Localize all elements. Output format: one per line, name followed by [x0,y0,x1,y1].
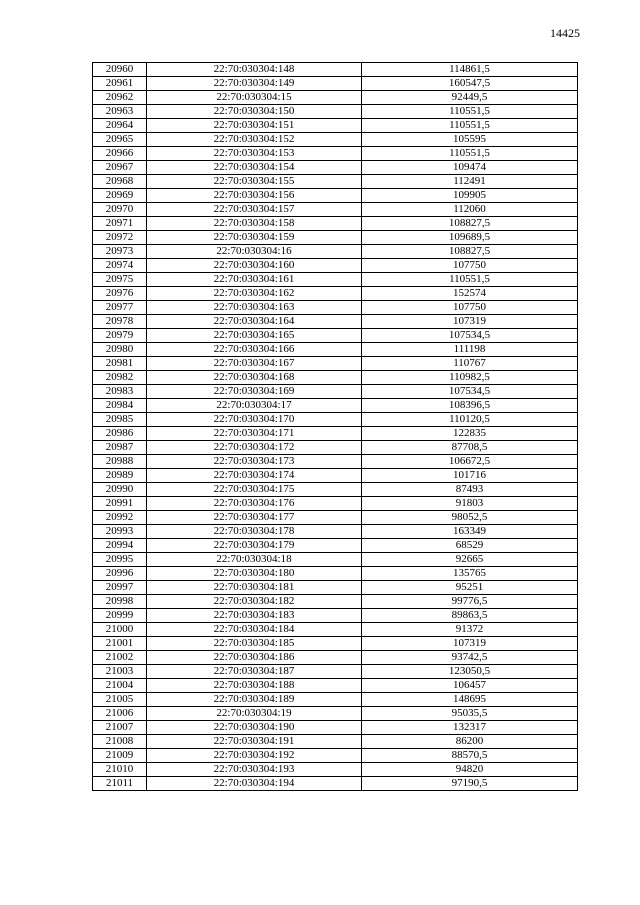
row-number-cell: 21009 [93,749,147,763]
row-number-cell: 20985 [93,413,147,427]
row-number-cell: 20974 [93,259,147,273]
row-number-cell: 20966 [93,147,147,161]
value-cell: 123050,5 [362,665,578,679]
cadastral-number-cell: 22:70:030304:169 [147,385,362,399]
value-cell: 108396,5 [362,399,578,413]
row-number-cell: 21007 [93,721,147,735]
table-row [93,693,578,707]
value-cell: 93742,5 [362,651,578,665]
table-row [93,259,578,273]
row-number-cell: 20981 [93,357,147,371]
table-row [93,735,578,749]
row-number-cell: 20993 [93,525,147,539]
row-number-cell: 20961 [93,77,147,91]
row-number-cell: 20983 [93,385,147,399]
row-number-cell: 20990 [93,483,147,497]
row-number-cell: 20999 [93,609,147,623]
value-cell: 110551,5 [362,147,578,161]
value-cell: 87493 [362,483,578,497]
cadastral-number-cell: 22:70:030304:19 [147,707,362,721]
value-cell: 109474 [362,161,578,175]
cadastral-number-cell: 22:70:030304:148 [147,63,362,77]
value-cell: 132317 [362,721,578,735]
row-number-cell: 21003 [93,665,147,679]
cadastral-number-cell: 22:70:030304:17 [147,399,362,413]
row-number-cell: 21004 [93,679,147,693]
table-row [93,427,578,441]
cadastral-number-cell: 22:70:030304:185 [147,637,362,651]
cadastral-number-cell: 22:70:030304:153 [147,147,362,161]
cadastral-number-cell: 22:70:030304:189 [147,693,362,707]
value-cell: 106457 [362,679,578,693]
cadastral-number-cell: 22:70:030304:184 [147,623,362,637]
table-row [93,217,578,231]
cadastral-number-cell: 22:70:030304:171 [147,427,362,441]
value-cell: 91372 [362,623,578,637]
value-cell: 163349 [362,525,578,539]
row-number-cell: 21005 [93,693,147,707]
row-number-cell: 21011 [93,777,147,791]
cadastral-number-cell: 22:70:030304:18 [147,553,362,567]
value-cell: 107319 [362,637,578,651]
table-row [93,483,578,497]
value-cell: 98052,5 [362,511,578,525]
value-cell: 109905 [362,189,578,203]
table-row [93,301,578,315]
registry-table-body [93,63,578,791]
value-cell: 92449,5 [362,91,578,105]
value-cell: 110767 [362,357,578,371]
value-cell: 110551,5 [362,119,578,133]
table-row [93,133,578,147]
table-row [93,399,578,413]
table-row [93,637,578,651]
row-number-cell: 20978 [93,315,147,329]
cadastral-number-cell: 22:70:030304:157 [147,203,362,217]
row-number-cell: 20980 [93,343,147,357]
row-number-cell: 20994 [93,539,147,553]
value-cell: 94820 [362,763,578,777]
row-number-cell: 20968 [93,175,147,189]
table-row [93,525,578,539]
table-row [93,91,578,105]
value-cell: 88570,5 [362,749,578,763]
value-cell: 135765 [362,567,578,581]
row-number-cell: 20987 [93,441,147,455]
table-row [93,721,578,735]
row-number-cell: 20960 [93,63,147,77]
row-number-cell: 20982 [93,371,147,385]
cadastral-number-cell: 22:70:030304:172 [147,441,362,455]
cadastral-number-cell: 22:70:030304:164 [147,315,362,329]
row-number-cell: 20973 [93,245,147,259]
cadastral-number-cell: 22:70:030304:183 [147,609,362,623]
cadastral-number-cell: 22:70:030304:163 [147,301,362,315]
cadastral-number-cell: 22:70:030304:178 [147,525,362,539]
cadastral-number-cell: 22:70:030304:188 [147,679,362,693]
table-row [93,609,578,623]
value-cell: 105595 [362,133,578,147]
registry-table [92,62,578,791]
table-row [93,357,578,371]
value-cell: 87708,5 [362,441,578,455]
cadastral-number-cell: 22:70:030304:167 [147,357,362,371]
table-row [93,539,578,553]
row-number-cell: 20998 [93,595,147,609]
row-number-cell: 20991 [93,497,147,511]
table-row [93,105,578,119]
cadastral-number-cell: 22:70:030304:191 [147,735,362,749]
value-cell: 68529 [362,539,578,553]
table-row [93,315,578,329]
cadastral-number-cell: 22:70:030304:177 [147,511,362,525]
row-number-cell: 20965 [93,133,147,147]
table-row [93,595,578,609]
value-cell: 91803 [362,497,578,511]
row-number-cell: 21008 [93,735,147,749]
row-number-cell: 20972 [93,231,147,245]
table-row [93,665,578,679]
table-row [93,469,578,483]
row-number-cell: 20979 [93,329,147,343]
row-number-cell: 21000 [93,623,147,637]
row-number-cell: 21006 [93,707,147,721]
value-cell: 89863,5 [362,609,578,623]
value-cell: 107750 [362,301,578,315]
table-row [93,161,578,175]
cadastral-number-cell: 22:70:030304:154 [147,161,362,175]
table-row [93,231,578,245]
table-row [93,679,578,693]
cadastral-number-cell: 22:70:030304:151 [147,119,362,133]
table-row [93,567,578,581]
table-row [93,147,578,161]
value-cell: 110551,5 [362,273,578,287]
table-row [93,553,578,567]
cadastral-number-cell: 22:70:030304:187 [147,665,362,679]
cadastral-number-cell: 22:70:030304:176 [147,497,362,511]
value-cell: 99776,5 [362,595,578,609]
value-cell: 148695 [362,693,578,707]
value-cell: 160547,5 [362,77,578,91]
row-number-cell: 20967 [93,161,147,175]
table-row [93,189,578,203]
row-number-cell: 20975 [93,273,147,287]
row-number-cell: 20984 [93,399,147,413]
cadastral-number-cell: 22:70:030304:194 [147,777,362,791]
value-cell: 95035,5 [362,707,578,721]
value-cell: 101716 [362,469,578,483]
value-cell: 110982,5 [362,371,578,385]
row-number-cell: 20988 [93,455,147,469]
cadastral-number-cell: 22:70:030304:155 [147,175,362,189]
table-row [93,441,578,455]
row-number-cell: 20962 [93,91,147,105]
value-cell: 152574 [362,287,578,301]
table-row [93,77,578,91]
value-cell: 112060 [362,203,578,217]
row-number-cell: 20963 [93,105,147,119]
table-row [93,413,578,427]
value-cell: 86200 [362,735,578,749]
table-row [93,343,578,357]
cadastral-number-cell: 22:70:030304:166 [147,343,362,357]
value-cell: 97190,5 [362,777,578,791]
row-number-cell: 20970 [93,203,147,217]
table-row [93,497,578,511]
row-number-cell: 20964 [93,119,147,133]
row-number-cell: 20969 [93,189,147,203]
value-cell: 107534,5 [362,385,578,399]
row-number-cell: 20997 [93,581,147,595]
value-cell: 110551,5 [362,105,578,119]
cadastral-number-cell: 22:70:030304:150 [147,105,362,119]
cadastral-number-cell: 22:70:030304:162 [147,287,362,301]
table-row [93,651,578,665]
page-number: 14425 [550,26,580,40]
table-row [93,175,578,189]
value-cell: 107750 [362,259,578,273]
row-number-cell: 21001 [93,637,147,651]
cadastral-number-cell: 22:70:030304:160 [147,259,362,273]
value-cell: 107319 [362,315,578,329]
value-cell: 92665 [362,553,578,567]
value-cell: 95251 [362,581,578,595]
row-number-cell: 20971 [93,217,147,231]
value-cell: 110120,5 [362,413,578,427]
table-row [93,119,578,133]
cadastral-number-cell: 22:70:030304:182 [147,595,362,609]
table-row [93,455,578,469]
cadastral-number-cell: 22:70:030304:175 [147,483,362,497]
value-cell: 122835 [362,427,578,441]
value-cell: 111198 [362,343,578,357]
cadastral-number-cell: 22:70:030304:170 [147,413,362,427]
cadastral-number-cell: 22:70:030304:15 [147,91,362,105]
value-cell: 109689,5 [362,231,578,245]
table-row [93,511,578,525]
value-cell: 112491 [362,175,578,189]
value-cell: 107534,5 [362,329,578,343]
table-row [93,63,578,77]
row-number-cell: 20989 [93,469,147,483]
cadastral-number-cell: 22:70:030304:156 [147,189,362,203]
cadastral-number-cell: 22:70:030304:193 [147,763,362,777]
table-row [93,203,578,217]
row-number-cell: 20992 [93,511,147,525]
table-row [93,329,578,343]
row-number-cell: 20976 [93,287,147,301]
cadastral-number-cell: 22:70:030304:168 [147,371,362,385]
table-row [93,777,578,791]
cadastral-number-cell: 22:70:030304:192 [147,749,362,763]
cadastral-number-cell: 22:70:030304:179 [147,539,362,553]
table-row [93,749,578,763]
cadastral-number-cell: 22:70:030304:180 [147,567,362,581]
cadastral-number-cell: 22:70:030304:16 [147,245,362,259]
table-row [93,245,578,259]
table-row [93,763,578,777]
cadastral-number-cell: 22:70:030304:190 [147,721,362,735]
table-row [93,273,578,287]
cadastral-number-cell: 22:70:030304:181 [147,581,362,595]
value-cell: 108827,5 [362,217,578,231]
value-cell: 106672,5 [362,455,578,469]
value-cell: 108827,5 [362,245,578,259]
row-number-cell: 21010 [93,763,147,777]
table-row [93,287,578,301]
cadastral-number-cell: 22:70:030304:161 [147,273,362,287]
value-cell: 114861,5 [362,63,578,77]
cadastral-number-cell: 22:70:030304:159 [147,231,362,245]
table-row [93,385,578,399]
row-number-cell: 20986 [93,427,147,441]
table-row [93,581,578,595]
cadastral-number-cell: 22:70:030304:158 [147,217,362,231]
row-number-cell: 20977 [93,301,147,315]
row-number-cell: 20995 [93,553,147,567]
row-number-cell: 21002 [93,651,147,665]
cadastral-number-cell: 22:70:030304:165 [147,329,362,343]
table-row [93,707,578,721]
cadastral-number-cell: 22:70:030304:174 [147,469,362,483]
cadastral-number-cell: 22:70:030304:152 [147,133,362,147]
cadastral-number-cell: 22:70:030304:149 [147,77,362,91]
cadastral-number-cell: 22:70:030304:186 [147,651,362,665]
row-number-cell: 20996 [93,567,147,581]
table-row [93,371,578,385]
table-row [93,623,578,637]
cadastral-number-cell: 22:70:030304:173 [147,455,362,469]
